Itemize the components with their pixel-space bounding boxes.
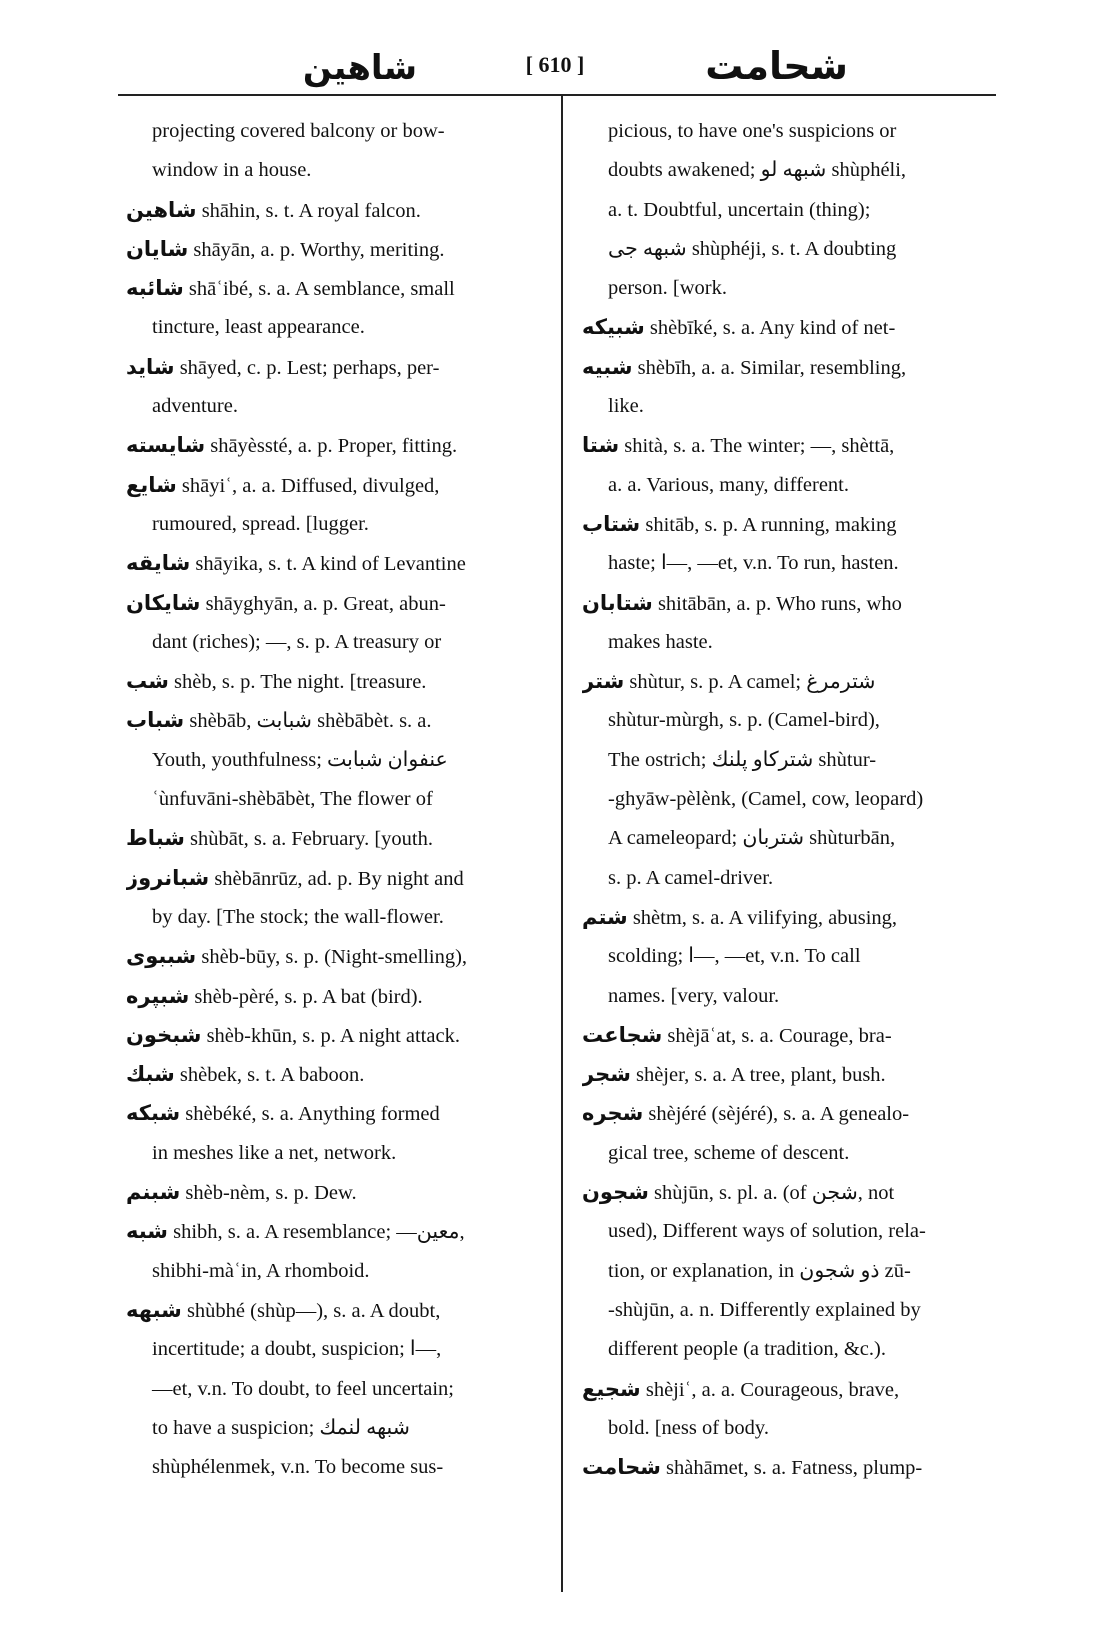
entry-text: tincture, least appearance. xyxy=(152,316,365,339)
entry-text: shèjāʿat, s. a. Courage, bra- xyxy=(667,1024,892,1047)
dictionary-entry-line xyxy=(582,308,982,347)
entry-continuation-line xyxy=(126,1409,540,1448)
entry-text: ʿùnfuvāni-shèbābèt, The flower of xyxy=(152,788,433,811)
entry-text: by day. [The stock; the wall-flower. xyxy=(152,905,444,928)
entry-text: —et, v.n. To doubt, to feel uncertain; xyxy=(152,1377,455,1400)
entry-text: haste; ا—, —et, v.n. To run, hasten. xyxy=(608,552,899,575)
arabic-headword: شتم xyxy=(582,904,628,929)
entry-text: -ghyāw-pèlènk, (Camel, cow, leopard) xyxy=(608,788,924,811)
entry-text: shāyèssté, a. p. Proper, fitting. xyxy=(210,435,458,458)
entry-text: shùbāt, s. a. February. [youth. xyxy=(190,828,433,851)
dictionary-entry-line xyxy=(582,662,982,701)
dictionary-entry-line xyxy=(582,1055,982,1094)
arabic-headword: شب xyxy=(126,669,169,694)
arabic-headword: شبه xyxy=(126,1219,168,1244)
entry-text: shāyghyān, a. p. Great, abun- xyxy=(205,592,446,615)
entry-text: a. t. Doubtful, uncertain (thing); xyxy=(608,198,871,221)
entry-continuation-line xyxy=(582,1291,982,1330)
arabic-headword: شايد xyxy=(126,354,175,379)
dictionary-entry-line xyxy=(582,1016,982,1055)
arabic-headword: شبك xyxy=(126,1062,175,1087)
entry-text: shùtur-mùrgh, s. p. (Camel-bird), xyxy=(608,709,880,732)
entry-continuation-line xyxy=(126,308,540,347)
arabic-headword: شبانروز xyxy=(126,865,210,890)
arabic-headword: شبهه xyxy=(126,1297,182,1322)
column-divider xyxy=(561,96,563,1592)
arabic-headword: شائبه xyxy=(126,276,184,301)
arabic-headword: شباب xyxy=(126,708,185,733)
entry-continuation-line xyxy=(582,230,982,269)
entry-text: shùjūn, s. pl. a. (of شجن, not xyxy=(654,1182,895,1205)
dictionary-entry-line xyxy=(582,1370,982,1409)
entry-continuation-line xyxy=(126,505,540,544)
dictionary-entry-line xyxy=(126,544,540,583)
arabic-headword: شايقه xyxy=(126,551,191,576)
entry-text: shèbīké, s. a. Any kind of net- xyxy=(649,317,896,340)
entry-continuation-line xyxy=(582,977,982,1016)
dictionary-entry-line xyxy=(126,426,540,465)
entry-text: shāyān, a. p. Worthy, meriting. xyxy=(193,238,445,261)
entry-text: shèb-nèm, s. p. Dew. xyxy=(185,1182,357,1205)
entry-continuation-line xyxy=(582,1212,982,1251)
entry-text: bold. [ness of body. xyxy=(608,1416,769,1439)
left-catchword: شاهين xyxy=(302,48,418,88)
entry-text: projecting covered balcony or bow- xyxy=(152,120,445,142)
entry-text: shèbéké, s. a. Anything formed xyxy=(185,1103,440,1126)
entry-text: shàhāmet, s. a. Fatness, plump- xyxy=(666,1457,923,1480)
dictionary-entry-line xyxy=(582,426,982,465)
entry-text: window in a house. xyxy=(152,159,312,182)
entry-text: shāyika, s. t. A kind of Levantine xyxy=(195,553,466,576)
dictionary-entry-line xyxy=(126,859,540,898)
page-header xyxy=(0,0,1113,100)
entry-text: shùphélenmek, v.n. To become sus- xyxy=(152,1456,444,1479)
entry-text: shèb-khūn, s. p. A night attack. xyxy=(206,1024,460,1047)
entry-continuation-line xyxy=(126,741,540,780)
entry-text: A cameleopard; شتربان shùturbān, xyxy=(608,827,896,850)
entry-text: to have a suspicion; شبهه لنمك xyxy=(152,1416,410,1439)
entry-continuation-line xyxy=(582,780,982,819)
entry-text: s. p. A camel-driver. xyxy=(608,866,774,889)
entry-continuation-line xyxy=(126,780,540,819)
arabic-headword: شجاعت xyxy=(582,1022,663,1047)
entry-text: tion, or explanation, in ذو شجون zū- xyxy=(608,1259,911,1282)
page-number: [ 610 ] xyxy=(525,52,585,77)
entry-text: shèb-pèré, s. p. A bat (bird). xyxy=(194,985,423,1008)
entry-continuation-line xyxy=(582,1134,982,1173)
entry-continuation-line xyxy=(126,1252,540,1291)
entry-text: dant (riches); —, s. p. A treasury or xyxy=(152,630,442,653)
entry-text: makes haste. xyxy=(608,630,713,653)
entry-continuation-line xyxy=(582,937,982,976)
dictionary-entry-line xyxy=(126,230,540,269)
entry-continuation-line xyxy=(582,859,982,898)
entry-continuation-line xyxy=(126,1330,540,1369)
entry-text: shitāb, s. p. A running, making xyxy=(645,513,897,536)
dictionary-entry-line xyxy=(582,1448,982,1487)
entry-text: The ostrich; شتركاو پلنك shùtur- xyxy=(608,748,877,771)
entry-text: rumoured, spread. [lugger. xyxy=(152,512,369,535)
dictionary-entry-line xyxy=(582,898,982,937)
dictionary-entry-line xyxy=(126,1173,540,1212)
dictionary-entry-line xyxy=(582,1173,982,1212)
entry-continuation-line xyxy=(582,741,982,780)
entry-continuation-line xyxy=(582,269,982,308)
dictionary-entry-line xyxy=(126,466,540,505)
entry-text: -shùjūn, a. n. Differently explained by xyxy=(608,1298,921,1321)
entry-text: shèb, s. p. The night. [treasure. xyxy=(174,671,427,694)
entry-continuation-line xyxy=(126,1370,540,1409)
entry-text: shāʿibé, s. a. A semblance, small xyxy=(188,278,455,301)
dictionary-entry-line xyxy=(582,1094,982,1133)
entry-text: shèb-būy, s. p. (Night-smelling), xyxy=(201,946,468,969)
entry-text: Youth, youthfulness; عنفوان شبابت xyxy=(152,748,448,771)
entry-continuation-line xyxy=(126,151,540,190)
entry-text: shèbīh, a. a. Similar, resembling, xyxy=(637,356,907,379)
entry-text: shāhin, s. t. A royal falcon. xyxy=(201,199,421,222)
dictionary-entry-line xyxy=(126,584,540,623)
dictionary-entry-line xyxy=(126,937,540,976)
entry-continuation-line xyxy=(582,151,982,190)
entry-text: shèbānrūz, ad. p. By night and xyxy=(214,867,464,890)
dictionary-entry-line xyxy=(582,505,982,544)
entry-text: a. a. Various, many, different. xyxy=(608,473,849,496)
dictionary-entry-line xyxy=(126,1016,540,1055)
entry-text: like. xyxy=(608,395,644,418)
entry-text: gical tree, scheme of descent. xyxy=(608,1141,850,1164)
header-rule xyxy=(118,94,996,96)
entry-text: incertitude; a doubt, suspicion; ا—, xyxy=(152,1338,442,1361)
entry-text: shèjiʿ, a. a. Courageous, brave, xyxy=(645,1378,900,1401)
entry-continuation-line xyxy=(126,898,540,937)
arabic-headword: شببوى xyxy=(126,944,197,969)
dictionary-entry-line xyxy=(126,191,540,230)
dictionary-entry-line xyxy=(582,348,982,387)
entry-text: shāyed, c. p. Lest; perhaps, per- xyxy=(179,356,440,379)
dictionary-entry-line xyxy=(126,1212,540,1251)
entry-text: shèbek, s. t. A baboon. xyxy=(179,1064,365,1087)
dictionary-entry-line xyxy=(126,348,540,387)
entry-text: names. [very, valour. xyxy=(608,984,780,1007)
entry-continuation-line xyxy=(126,623,540,662)
entry-text: scolding; ا—, —et, v.n. To call xyxy=(608,945,861,968)
arabic-headword: شجره xyxy=(582,1101,644,1126)
entry-continuation-line xyxy=(582,623,982,662)
entry-continuation-line xyxy=(582,701,982,740)
entry-text: shèjéré (sèjéré), s. a. A genealo- xyxy=(648,1103,910,1126)
dictionary-entry-line xyxy=(126,819,540,858)
arabic-headword: شبنم xyxy=(126,1180,181,1205)
arabic-headword: شبيكه xyxy=(582,315,645,340)
entry-continuation-line xyxy=(582,819,982,858)
arabic-headword: شبكه xyxy=(126,1101,181,1126)
arabic-headword: شجيع xyxy=(582,1376,641,1401)
dictionary-entry-line xyxy=(126,977,540,1016)
left-column xyxy=(126,112,540,1487)
dictionary-entry-line xyxy=(126,701,540,740)
entry-text: shètm, s. a. A vilifying, abusing, xyxy=(632,906,898,929)
entry-text: used), Different ways of solution, rela- xyxy=(608,1220,926,1243)
arabic-headword: شباط xyxy=(126,826,185,851)
dictionary-entry-line xyxy=(582,584,982,623)
entry-text: shèbāb, شبابت shèbābèt. s. a. xyxy=(189,710,432,733)
dictionary-entry-line xyxy=(126,269,540,308)
entry-text: shùtur, s. p. A camel; شترمرغ xyxy=(629,671,876,694)
entry-text: shāyiʿ, a. a. Diffused, divulged, xyxy=(181,474,440,497)
entry-text: person. [work. xyxy=(608,277,727,300)
entry-continuation-line xyxy=(582,544,982,583)
arabic-headword: شبخون xyxy=(126,1022,202,1047)
entry-text: shitābān, a. p. Who runs, who xyxy=(657,592,902,615)
arabic-headword: شايسته xyxy=(126,433,206,458)
entry-continuation-line xyxy=(582,1330,982,1369)
entry-continuation-line xyxy=(126,1134,540,1173)
entry-text: shità, s. a. The winter; —, shèttā, xyxy=(624,435,895,458)
entry-continuation-line xyxy=(582,191,982,230)
arabic-headword: شتاب xyxy=(582,511,641,536)
dictionary-entry-line xyxy=(126,1291,540,1330)
arabic-headword: شبيه xyxy=(582,354,633,379)
arabic-headword: شبپره xyxy=(126,983,190,1008)
arabic-headword: شحامت xyxy=(582,1455,661,1480)
entry-continuation-line xyxy=(126,1448,540,1487)
entry-text: شبهه جى shùphéji, s. t. A doubting xyxy=(608,237,897,260)
arabic-headword: شجر xyxy=(582,1062,631,1087)
entry-text: shibhi-màʿin, A rhomboid. xyxy=(152,1259,370,1282)
entry-continuation-line xyxy=(582,112,982,151)
right-catchword: شحامت xyxy=(705,44,848,88)
entry-text: different people (a tradition, &c.). xyxy=(608,1338,886,1361)
arabic-headword: شايان xyxy=(126,236,189,261)
entry-text: in meshes like a net, network. xyxy=(152,1141,397,1164)
arabic-headword: شايكان xyxy=(126,590,201,615)
arabic-headword: شتابان xyxy=(582,590,653,615)
entry-continuation-line xyxy=(582,1409,982,1448)
dictionary-entry-line xyxy=(126,1055,540,1094)
dictionary-entry-line xyxy=(126,1094,540,1133)
dictionary-entry-line xyxy=(126,662,540,701)
entry-continuation-line xyxy=(126,112,540,151)
entry-text: shùbhé (shùp—), s. a. A doubt, xyxy=(186,1299,441,1322)
right-column xyxy=(582,112,982,1487)
arabic-headword: شجون xyxy=(582,1180,649,1205)
entry-text: shibh, s. a. A resemblance; —معين, xyxy=(173,1221,465,1244)
entry-text: doubts awakened; شبهه لو shùphéli, xyxy=(608,159,907,182)
entry-continuation-line xyxy=(126,387,540,426)
arabic-headword: شتا xyxy=(582,433,620,458)
entry-continuation-line xyxy=(582,1252,982,1291)
entry-continuation-line xyxy=(582,466,982,505)
entry-continuation-line xyxy=(582,387,982,426)
arabic-headword: شايع xyxy=(126,472,177,497)
arabic-headword: شاهين xyxy=(126,197,197,222)
entry-text: adventure. xyxy=(152,395,238,418)
arabic-headword: شتر xyxy=(582,669,625,694)
entry-text: picious, to have one's suspicions or xyxy=(608,120,897,142)
entry-text: shèjer, s. a. A tree, plant, bush. xyxy=(635,1064,886,1087)
